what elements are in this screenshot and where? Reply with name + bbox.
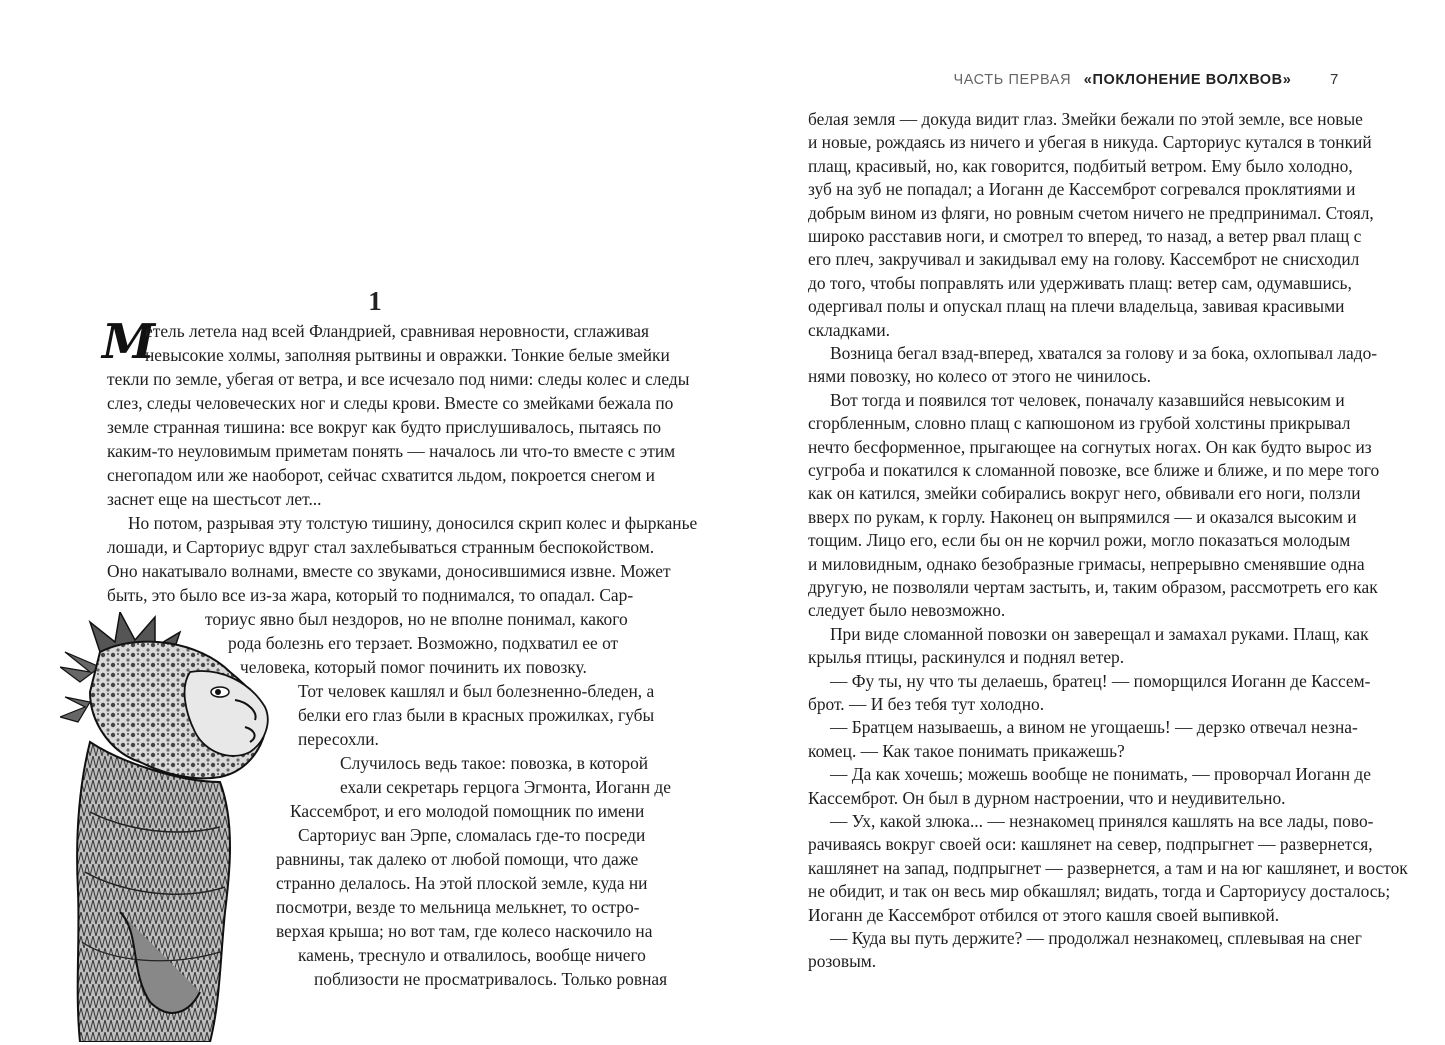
right-text-line: При виде сломанной повозки он заверещал и замахал руками. Плащ, как: [830, 623, 1369, 644]
left-text-line: Кассемброт, и его молодой помощник по имени: [290, 801, 645, 821]
right-text-line: розовым.: [808, 951, 877, 972]
left-text-line: ехали секретарь герцога Эгмонта, Иоганн де: [340, 777, 671, 797]
left-text-line: заснет еще на шестьсот лет...: [107, 489, 322, 509]
right-text-line: белая земля — докуда видит глаз. Змейки бежали по этой земле, все новые: [808, 109, 1363, 129]
right-text-line: — Да как хочешь; можешь вообще не понимать, — проворчал Иоганн де: [830, 764, 1371, 785]
left-text-line: лошади, и Сарториус вдруг стал захлебываться странным беспокойством.: [107, 537, 655, 557]
left-text-line: невысокие холмы, заполняя рытвины и овражки. Тонкие белые змейки: [145, 345, 670, 365]
left-text-line: Оно накатывало волнами, вместе со звуками, доносившимися извне. Может: [107, 561, 671, 581]
right-text-line: его плеч, закручивал и закидывал ему на голову. Кассемброт не снисходил: [808, 249, 1360, 270]
left-text-line: человека, который помог починить их повозку.: [240, 657, 587, 677]
right-text-line: добрым вином из фляги, но ровным счетом ничего не предпринимал. Стоял,: [808, 202, 1374, 223]
creature-illustration-icon: [60, 612, 290, 1042]
running-header: [953, 71, 1339, 88]
left-text-line: быть, это было все из-за жара, который то поднимался, то опадал. Сар-: [107, 585, 634, 605]
right-text-line: Возница бегал взад-вперед, хватался за голову и за бока, охлопывал ладо-: [830, 343, 1378, 363]
right-text-line: Вот тогда и появился тот человек, поначалу казавшийся невысоким и: [830, 389, 1345, 410]
right-text-line: комец. — Как такое понимать прикажешь?: [808, 740, 1125, 761]
drop-cap: М: [102, 314, 156, 370]
left-text-line: земле странная тишина: все вокруг как будто прислушивалось, пытаясь по: [107, 417, 662, 437]
left-page: [0, 0, 722, 1045]
right-text-line: нями повозку, но колесо от этого не чинилось.: [808, 366, 1151, 387]
right-text-line: кашлянет на запад, подпрыгнет — развернется, а там и на юг кашлянет, и восток: [808, 857, 1408, 878]
left-text-line: Но потом, разрывая эту толстую тишину, доносился скрип колес и фырканье: [128, 513, 698, 533]
left-text-line: Случилось ведь такое: повозка, в которой: [340, 753, 649, 773]
right-text-line: брот. — И без тебя тут холодно.: [808, 694, 1045, 714]
left-text-line: каким-то неуловимым приметам понять — началось ли что-то вместе с этим: [107, 441, 676, 461]
left-text-line: посмотри, везде то мельница мелькнет, то остро-: [276, 897, 640, 917]
left-text-line: камень, треснуло и отвалилось, вообще ничего: [298, 945, 646, 965]
right-text-line: тощим. Лицо его, если бы он не корчил рожи, могло показаться молодым: [808, 530, 1351, 551]
right-text-line: и миловидным, однако безобразные гримасы, непрерывно сменявшие одна: [808, 553, 1365, 574]
right-text-line: плащ, красивый, но, как говорится, подбитый ветром. Ему было холодно,: [808, 155, 1353, 176]
right-text-line: нечто бесформенное, прыгающее на согнутых ногах. Он как будто вырос из: [808, 436, 1372, 457]
right-text-line: Иоганн де Кассемброт отбился от этого кашля своей выпивкой.: [808, 904, 1280, 925]
chapter-number: 1: [368, 286, 382, 316]
right-text-line: сгорбленным, словно плащ с капюшоном из грубой холстины прикрывал: [808, 413, 1351, 434]
left-text-line: пересохли.: [298, 729, 379, 749]
right-text-line: до того, чтобы поправлять или удерживать плащ: ветер сам, одумавшись,: [808, 272, 1352, 293]
right-text-line: как он катился, змейки собирались вокруг него, обвивали его ноги, ползли: [808, 483, 1361, 504]
right-text-line: — Ух, какой злюка... — незнакомец принялся кашлять на все лады, пово-: [830, 811, 1374, 831]
right-text-line: следует было невозможно.: [808, 600, 1006, 621]
right-text-line: зуб на зуб не попадал; а Иоганн де Кассемброт согревался проклятиями и: [808, 179, 1356, 200]
left-text-line: ториус явно был нездоров, но не вполне понимал, какого: [205, 609, 628, 629]
right-text-line: сугроба и покатился к сломанной повозке, все ближе и ближе, и по мере того: [808, 460, 1380, 480]
right-text-line: одергивал полы и опускал плащ на плечи владельца, завивая красивыми: [808, 296, 1345, 317]
right-text-line: не обидит, и так он весь мир обкашлял; видать, тогда и Сарториусу досталось;: [808, 881, 1391, 902]
left-text-line: белки его глаз были в красных прожилках, губы: [298, 705, 655, 725]
right-text-line: — Братцем называешь, а вином не угощаешь! — дерзко отвечал незна-: [830, 717, 1358, 738]
right-text-line: складками.: [808, 319, 890, 340]
left-text-line: странно делалось. На этой плоской земле, куда ни: [276, 873, 648, 893]
left-text-line: снегопадом или же наоборот, сейчас схватится льдом, покроется снегом и: [107, 465, 655, 485]
right-text-line: рачиваясь вокруг своей оси: кашлянет на север, подпрыгнет — развернется,: [808, 834, 1373, 855]
left-text-line: слез, следы человеческих ног и следы крови. Вместе со змейками бежала по: [107, 393, 674, 413]
right-text-line: — Фу ты, ну что ты делаешь, братец! — поморщился Иоганн де Кассем-: [830, 670, 1371, 691]
left-text-line: рода болезнь его терзает. Возможно, подхватил ее от: [228, 633, 619, 653]
left-text-line: верхая крыша; но вот там, где колесо наскочило на: [276, 921, 653, 941]
left-text-line: етель летела над всей Фландрией, сравнивая неровности, сглаживая: [145, 321, 650, 341]
header-section-title: «ПОКЛОНЕНИЕ ВОЛХВОВ»: [1083, 72, 1292, 88]
right-text-line: — Куда вы путь держите? — продолжал незнакомец, сплевывая на снег: [830, 928, 1362, 948]
right-page: [722, 0, 1445, 1045]
right-text-line: вверх по рукам, к горлу. Наконец он выпрямился — и оказался высоким и: [808, 506, 1357, 527]
right-text-line: и новые, рождаясь из ничего и убегая в никуда. Сарториус кутался в тонкий: [808, 132, 1372, 153]
left-text-line: равнины, так далеко от любой помощи, что даже: [276, 849, 639, 869]
header-part: ЧАСТЬ ПЕРВАЯ: [953, 72, 1072, 88]
left-text-line: Сарториус ван Эрпе, сломалась где-то посреди: [298, 825, 646, 845]
right-text-line: другую, не позволяли чертам застыть, и, таким образом, рассмотреть его как: [808, 577, 1378, 597]
left-text-line: текли по земле, убегая от ветра, и все исчезало под ними: следы колес и следы: [107, 369, 690, 389]
left-text-line: Тот человек кашлял и был болезненно-бледен, а: [298, 681, 655, 701]
right-text-line: широко расставив ноги, и смотрел то вперед, то назад, а ветер рвал плащ с: [808, 226, 1362, 246]
right-text-line: Кассемброт. Он был в дурном настроении, что и неудивительно.: [808, 787, 1286, 808]
page-number: 7: [1330, 71, 1339, 88]
left-text-line: поблизости не просматривалось. Только ровная: [314, 969, 668, 989]
right-text-line: крылья птицы, раскинулся и поднял ветер.: [808, 647, 1125, 668]
